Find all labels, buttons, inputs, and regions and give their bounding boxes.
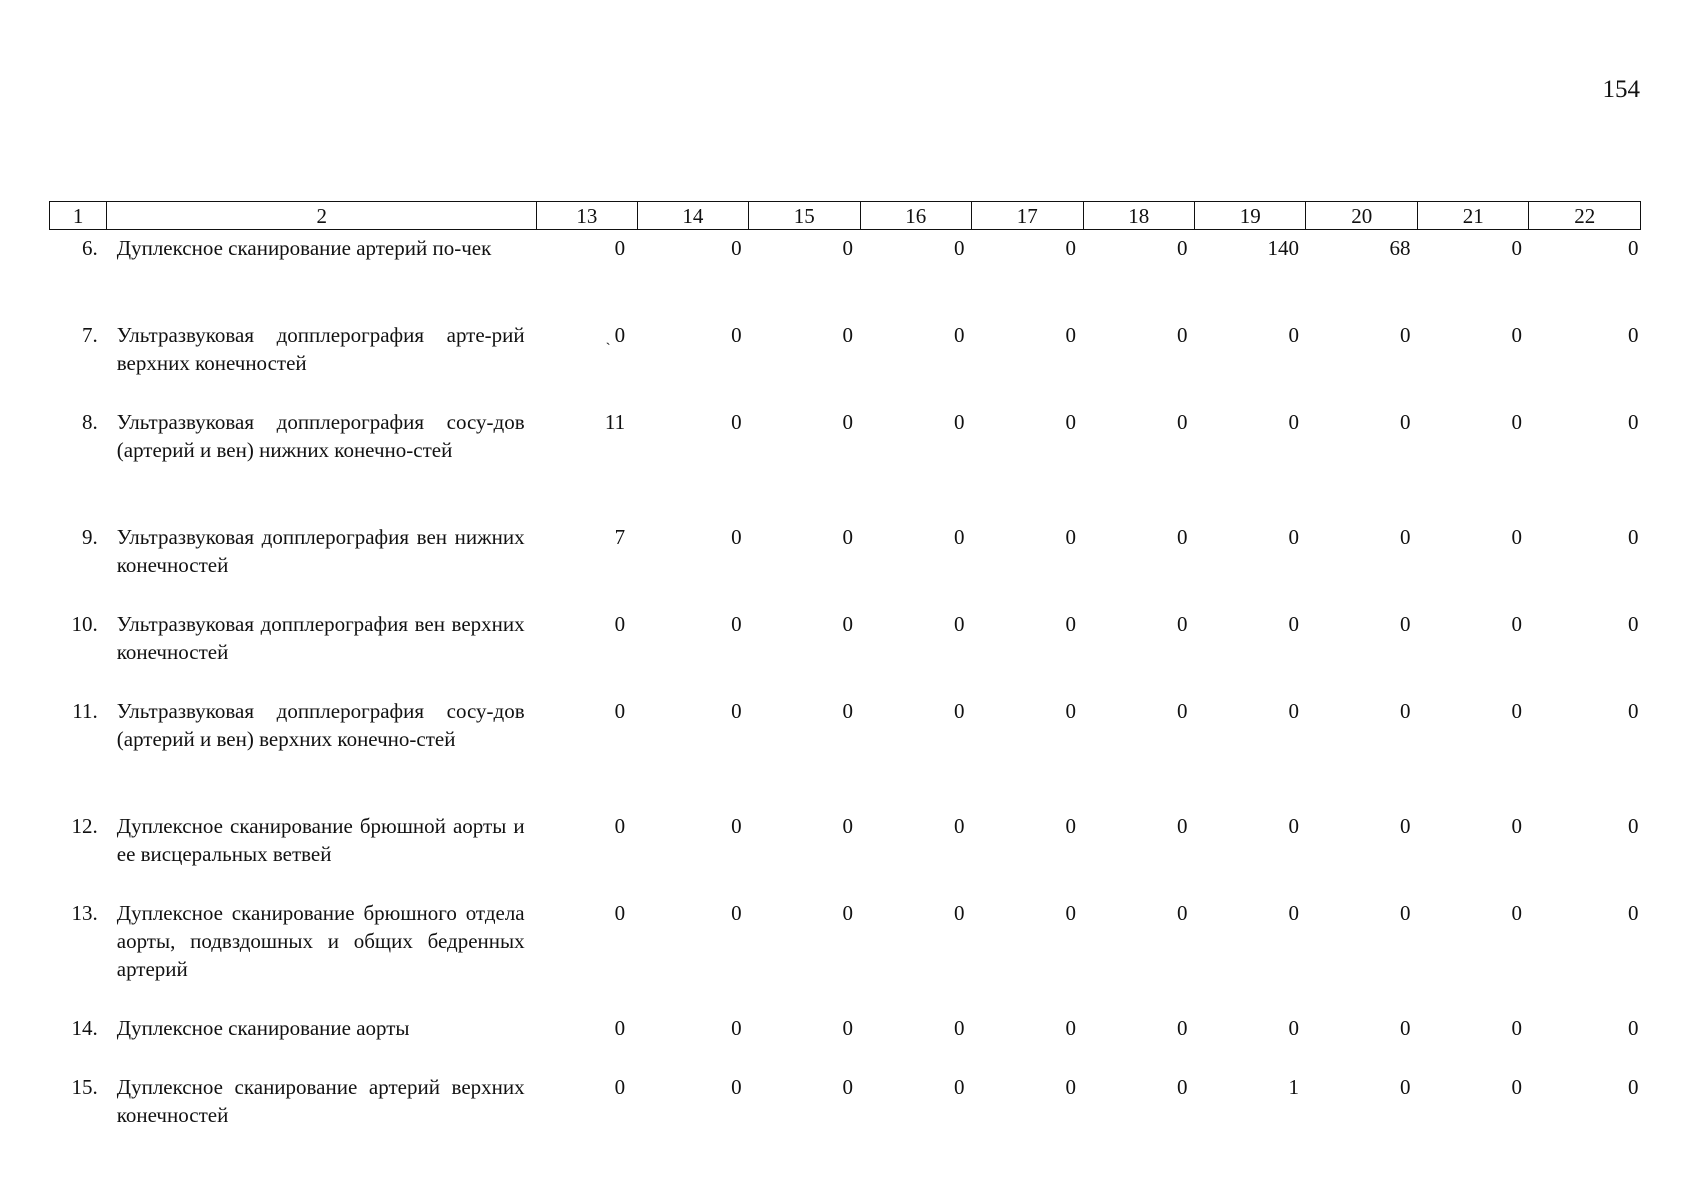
value-cell: 0 xyxy=(1628,1016,1639,1040)
value-cell: 0 xyxy=(842,901,854,925)
column-header: 1 xyxy=(50,202,107,230)
value-cell: 0 xyxy=(1628,410,1639,434)
row-number: 11. xyxy=(72,699,98,723)
scan-mark: ˏ xyxy=(605,330,611,346)
value-cell: 0 xyxy=(1177,323,1188,347)
row-name: Ультразвуковая допплерография вен верхних конечностей xyxy=(116,612,525,664)
value-cell: 0 xyxy=(1177,1016,1188,1040)
row-name: Ультразвуковая допплерография сосу-дов (артерий и вен) верхних конечно-стей xyxy=(116,699,525,751)
value-cell: 0 xyxy=(1177,699,1188,723)
value-cell: 11 xyxy=(604,410,626,434)
value-cell: 0 xyxy=(1399,323,1411,347)
value-cell: 0 xyxy=(842,525,854,549)
row-name: Дуплексное сканирование брюшной аорты и ее висцеральных ветвей xyxy=(116,814,525,866)
row-number: 7. xyxy=(82,323,98,347)
table-row xyxy=(50,606,1641,693)
row-number: 6. xyxy=(82,236,98,260)
table-row xyxy=(50,404,1641,519)
value-cell: 0 xyxy=(1628,901,1639,925)
value-cell: 0 xyxy=(1399,525,1411,549)
value-cell: 0 xyxy=(1399,1075,1411,1099)
value-cell: 0 xyxy=(1288,901,1299,925)
row-name: Дуплексное сканирование аорты xyxy=(116,1016,410,1040)
value-cell: 0 xyxy=(1288,699,1299,723)
value-cell: ˏ 0 xyxy=(605,323,626,347)
value-cell: 0 xyxy=(1628,612,1639,636)
value-cell: 68 xyxy=(1389,236,1411,260)
value-cell: 0 xyxy=(1511,323,1522,347)
table-row xyxy=(50,1010,1641,1069)
value-cell: 0 xyxy=(1288,323,1299,347)
value-cell: 0 xyxy=(1511,525,1522,549)
value-cell: 0 xyxy=(1288,410,1299,434)
value-cell: 0 xyxy=(954,236,965,260)
value-cell: 0 xyxy=(1288,612,1299,636)
value-cell: 0 xyxy=(842,814,854,838)
column-header: 20 xyxy=(1306,202,1417,230)
value-cell: 0 xyxy=(954,699,965,723)
value-cell: 0 xyxy=(1177,1075,1188,1099)
value-cell: 0 xyxy=(1177,901,1188,925)
value-cell: 0 xyxy=(1399,699,1411,723)
row-number: 8. xyxy=(82,410,98,434)
column-header: 15 xyxy=(749,202,860,230)
value-cell: 0 xyxy=(1065,323,1077,347)
row-name: Ультразвуковая допплерография арте-рий верхних конечностей xyxy=(116,323,525,375)
value-cell: 0 xyxy=(731,323,742,347)
value-cell: 0 xyxy=(1065,699,1077,723)
value-cell: 0 xyxy=(842,699,854,723)
value-cell: 0 xyxy=(731,1075,742,1099)
value-cell: 0 xyxy=(1399,814,1411,838)
row-name: Дуплексное сканирование брюшного отдела аорты, подвздошных и общих бедренных артерий xyxy=(116,901,525,981)
value-cell: 0 xyxy=(731,814,742,838)
table-header-row xyxy=(50,202,1641,230)
table-row xyxy=(50,317,1641,404)
value-cell: 0 xyxy=(1399,901,1411,925)
column-header: 17 xyxy=(972,202,1083,230)
value-cell: 0 xyxy=(731,901,742,925)
data-table-container xyxy=(49,201,1641,1133)
table-row xyxy=(50,693,1641,808)
value-cell: 0 xyxy=(1628,323,1639,347)
value-cell: 1 xyxy=(1288,1075,1299,1099)
column-header: 21 xyxy=(1417,202,1528,230)
value-cell: 0 xyxy=(1399,1016,1411,1040)
value-cell: 0 xyxy=(614,612,626,636)
value-cell: 0 xyxy=(1628,699,1639,723)
value-cell: 0 xyxy=(1288,814,1299,838)
column-header: 22 xyxy=(1529,202,1641,230)
value-cell: 0 xyxy=(954,1016,965,1040)
table-row xyxy=(50,808,1641,895)
row-name: Дуплексное сканирование артерий верхних конечностей xyxy=(116,1075,525,1127)
page-number: 154 xyxy=(1602,76,1640,103)
value-cell: 0 xyxy=(1511,699,1522,723)
value-cell: 0 xyxy=(1511,1016,1522,1040)
column-header: 19 xyxy=(1195,202,1306,230)
value-cell: 0 xyxy=(614,236,626,260)
value-cell: 0 xyxy=(614,814,626,838)
row-name: Ультразвуковая допплерография сосу-дов (артерий и вен) нижних конечно-стей xyxy=(116,410,525,462)
value-cell: 0 xyxy=(1288,1016,1299,1040)
value-cell: 0 xyxy=(1628,525,1639,549)
value-cell: 0 xyxy=(842,612,854,636)
value-cell: 0 xyxy=(1177,236,1188,260)
value-cell: 0 xyxy=(1511,814,1522,838)
value-cell: 0 xyxy=(614,1075,626,1099)
column-header: 14 xyxy=(637,202,748,230)
row-name: Дуплексное сканирование артерий по-чек xyxy=(116,236,492,260)
value-cell: 0 xyxy=(954,901,965,925)
row-name: Ультразвуковая допплерография вен нижних конечностей xyxy=(116,525,525,577)
value-cell: 0 xyxy=(1288,525,1299,549)
value-cell: 0 xyxy=(954,612,965,636)
value-cell: 0 xyxy=(842,323,854,347)
value-cell: 0 xyxy=(1399,612,1411,636)
row-number: 12. xyxy=(71,814,98,838)
data-table xyxy=(49,201,1641,1133)
table-row xyxy=(50,230,1641,318)
value-cell: 0 xyxy=(1628,814,1639,838)
row-number: 10. xyxy=(71,612,98,636)
value-cell: 140 xyxy=(1267,236,1299,260)
column-header: 18 xyxy=(1083,202,1194,230)
value-cell: 0 xyxy=(1511,612,1522,636)
table-row xyxy=(50,519,1641,606)
table-row xyxy=(50,1069,1641,1133)
value-cell: 0 xyxy=(1177,814,1188,838)
value-cell: 0 xyxy=(1177,410,1188,434)
value-cell: 0 xyxy=(731,236,742,260)
value-cell: 0 xyxy=(1065,612,1077,636)
column-header: 2 xyxy=(107,202,537,230)
value-cell: 0 xyxy=(954,814,965,838)
value-cell: 0 xyxy=(731,612,742,636)
value-cell: 0 xyxy=(731,410,742,434)
value-cell: 0 xyxy=(1628,1075,1639,1099)
value-cell: 7 xyxy=(614,525,626,549)
table-row xyxy=(50,895,1641,1010)
row-number: 13. xyxy=(71,901,98,925)
value-cell: 0 xyxy=(842,1075,854,1099)
value-cell: 0 xyxy=(731,699,742,723)
value-cell: 0 xyxy=(614,1016,626,1040)
value-cell: 0 xyxy=(1511,236,1522,260)
value-cell: 0 xyxy=(842,1016,854,1040)
value-cell: 0 xyxy=(954,410,965,434)
row-number: 14. xyxy=(71,1016,98,1040)
value-cell: 0 xyxy=(614,901,626,925)
value-cell: 0 xyxy=(842,410,854,434)
value-cell: 0 xyxy=(1065,1016,1077,1040)
value-cell: 0 xyxy=(1177,612,1188,636)
value-cell: 0 xyxy=(731,525,742,549)
value-cell: 0 xyxy=(1511,1075,1522,1099)
table-body xyxy=(50,230,1641,1134)
value-cell: 0 xyxy=(1399,410,1411,434)
value-cell: 0 xyxy=(1065,525,1077,549)
row-number: 15. xyxy=(71,1075,98,1099)
value-cell: 0 xyxy=(1065,814,1077,838)
value-cell: 0 xyxy=(1177,525,1188,549)
value-cell: 0 xyxy=(954,323,965,347)
value-cell: 0 xyxy=(842,236,854,260)
value-cell: 0 xyxy=(1628,236,1639,260)
column-header: 13 xyxy=(537,202,637,230)
row-number: 9. xyxy=(82,525,98,549)
value-cell: 0 xyxy=(1065,901,1077,925)
value-cell: 0 xyxy=(1511,410,1522,434)
value-cell: 0 xyxy=(1511,901,1522,925)
value-cell: 0 xyxy=(954,1075,965,1099)
value-cell: 0 xyxy=(731,1016,742,1040)
value-cell: 0 xyxy=(1065,410,1077,434)
value-cell: 0 xyxy=(954,525,965,549)
value-cell: 0 xyxy=(1065,236,1077,260)
value-cell: 0 xyxy=(1065,1075,1077,1099)
value-cell: 0 xyxy=(614,699,626,723)
column-header: 16 xyxy=(860,202,971,230)
